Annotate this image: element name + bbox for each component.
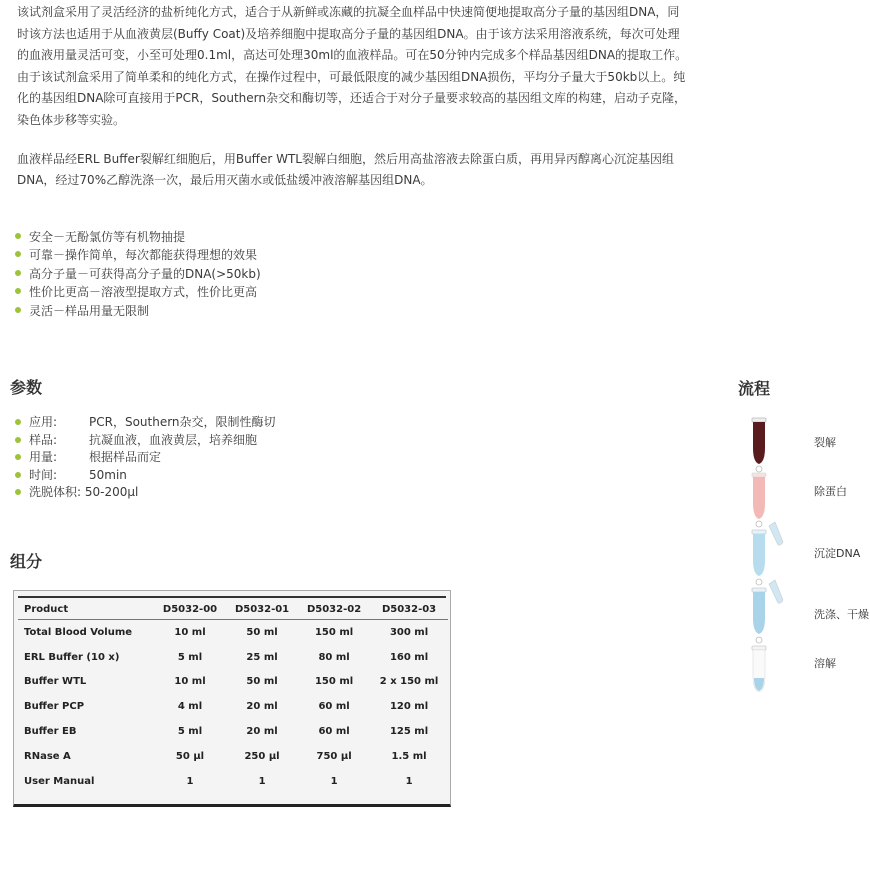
connector-icon	[756, 521, 762, 527]
table-cell: 20 ml	[246, 726, 278, 738]
bullet-icon	[15, 437, 21, 443]
table-cell: User Manual	[24, 775, 95, 787]
components-heading: 组分	[10, 552, 43, 571]
table-header-cell: D5032-03	[370, 599, 448, 620]
table-cell: 125 ml	[389, 726, 429, 738]
table-cell: 150 ml	[314, 676, 354, 688]
bullet-icon	[15, 472, 21, 478]
bullet-icon	[15, 307, 21, 313]
table-cell: 5 ml	[177, 651, 203, 663]
param-item: 洗脱体积: 50-200μl	[15, 484, 276, 502]
components-table-box	[13, 590, 451, 807]
table-header-cell: D5032-02	[298, 599, 370, 620]
table-row	[18, 645, 448, 670]
table-header-row	[18, 599, 448, 620]
table-cell: 5 ml	[177, 726, 203, 738]
feature-item: 灵活－样品用量无限制	[15, 302, 261, 320]
table-cell: 10 ml	[174, 626, 206, 638]
table-cell: 120 ml	[389, 701, 429, 713]
table-cell: 300 ml	[389, 626, 429, 638]
feature-list	[15, 228, 261, 320]
flow-step-label: 溶解	[814, 657, 836, 670]
table-cell: 250 μl	[244, 750, 280, 762]
table-cell: Total Blood Volume	[24, 626, 133, 638]
param-item: 用量: 根据样品而定	[15, 449, 276, 467]
tube-fill	[753, 422, 765, 464]
table-row	[18, 719, 448, 744]
table-cell: 1	[405, 775, 413, 787]
feature-item: 高分子量－可获得高分子量的DNA(>50kb)	[15, 265, 261, 283]
table-cell: 150 ml	[314, 626, 354, 638]
params-heading: 参数	[10, 378, 43, 397]
table-cell: 25 ml	[246, 651, 278, 663]
table-row	[18, 670, 448, 695]
bullet-icon	[15, 454, 21, 460]
params-list	[15, 414, 276, 502]
table-cell: Buffer EB	[24, 726, 77, 738]
table-cell: 60 ml	[318, 701, 350, 713]
bullet-icon	[15, 270, 21, 276]
tube-fill	[753, 534, 765, 576]
table-cell: 750 μl	[316, 750, 352, 762]
table-cell: Buffer WTL	[24, 676, 87, 688]
flow-step-label: 裂解	[814, 436, 836, 449]
param-item: 应用: PCR，Southern杂交，限制性酶切	[15, 414, 276, 432]
table-cell: RNase A	[24, 750, 71, 762]
table-cell: 10 ml	[174, 676, 206, 688]
bullet-icon	[15, 419, 21, 425]
table-cell: 50 ml	[246, 676, 278, 688]
table-row	[18, 694, 448, 719]
table-header-cell: D5032-00	[154, 599, 226, 620]
connector-icon	[756, 466, 762, 472]
table-cell: ERL Buffer (10 x)	[24, 651, 120, 663]
connector-icon	[756, 579, 762, 585]
table-cell: 80 ml	[318, 651, 350, 663]
flow-step-label: 沉淀DNA	[814, 547, 861, 560]
tube-icon-protein	[752, 473, 766, 519]
intro-text	[17, 2, 689, 192]
table-cell: 50 ml	[246, 626, 278, 638]
flow-step-label: 洗涤、干燥	[814, 608, 869, 621]
tube-fill	[753, 592, 765, 634]
table-row	[18, 744, 448, 769]
table-row	[18, 769, 448, 794]
tube-icon-dissolve	[752, 646, 766, 692]
tube-fill	[753, 477, 765, 519]
feature-item: 安全－无酚氯仿等有机物抽提	[15, 228, 261, 246]
table-top-rule	[18, 596, 446, 598]
tube-icon-precipitate	[752, 522, 783, 576]
intro-paragraph-2: 血液样品经ERL Buffer裂解红细胞后，用Buffer WTL裂解白细胞，然后用高盐溶液去除蛋白质，再用异丙醇离心沉淀基因组DNA，经过70%乙醇洗涤一次，最后用灭菌水或低盐缓冲液溶解基因组DNA。	[17, 151, 674, 188]
flow-diagram	[745, 414, 785, 694]
intro-paragraph-1: 该试剂盒采用了灵活经济的盐析纯化方式，适合于从新鲜或冻藏的抗凝全血样品中快速简便地提取高分子量的基因组DNA，同时该方法也适用于从血液黄层(Buffy Coat)及培养细胞中提取高分子量的基因组DNA。由于该方法采用溶液系统，每次可处理的血液用量灵活可变，小至可处理0.1ml，高达可处理30ml的血液样品。可在50分钟内完成多个样品基因组DNA的提取工作。由于该试剂盒采用了简单柔和的纯化方式，在操作过程中，可最低限度的减少基因组DNA损伤，平均分子量大于50kb以上。纯化的基因组DNA除可直接用于PCR，Southern杂交和酶切等，还适合于对分子量要求较高的基因组文库的构建，启动子克隆，染色体步移等实验。	[17, 5, 688, 127]
bullet-icon	[15, 251, 21, 257]
tube-icon-lysis	[752, 418, 766, 464]
table-cell: 2 x 150 ml	[379, 676, 439, 688]
feature-item: 性价比更高－溶液型提取方式，性价比更高	[15, 283, 261, 301]
table-cell: 160 ml	[389, 651, 429, 663]
table-cell: 4 ml	[177, 701, 203, 713]
bullet-icon	[15, 489, 21, 495]
table-cell: 50 μl	[175, 750, 205, 762]
table-cell: 20 ml	[246, 701, 278, 713]
table-header-cell: Product	[18, 599, 154, 620]
bullet-icon	[15, 288, 21, 294]
table-cell: 60 ml	[318, 726, 350, 738]
components-table	[18, 599, 448, 794]
param-item: 时间: 50min	[15, 467, 276, 485]
param-item: 样品: 抗凝血液，血液黄层，培养细胞	[15, 432, 276, 450]
table-cell: Buffer PCP	[24, 701, 85, 713]
table-cell: 1	[258, 775, 266, 787]
tube-icon-wash	[752, 580, 783, 634]
table-row	[18, 620, 448, 645]
feature-item: 可靠－操作简单，每次都能获得理想的效果	[15, 246, 261, 264]
flow-heading: 流程	[738, 379, 771, 398]
table-cell: 1	[330, 775, 338, 787]
connector-icon	[756, 637, 762, 643]
table-cell: 1	[186, 775, 194, 787]
bullet-icon	[15, 233, 21, 239]
flow-step-label: 除蛋白	[814, 485, 847, 498]
table-cell: 1.5 ml	[391, 750, 427, 762]
table-header-cell: D5032-01	[226, 599, 298, 620]
